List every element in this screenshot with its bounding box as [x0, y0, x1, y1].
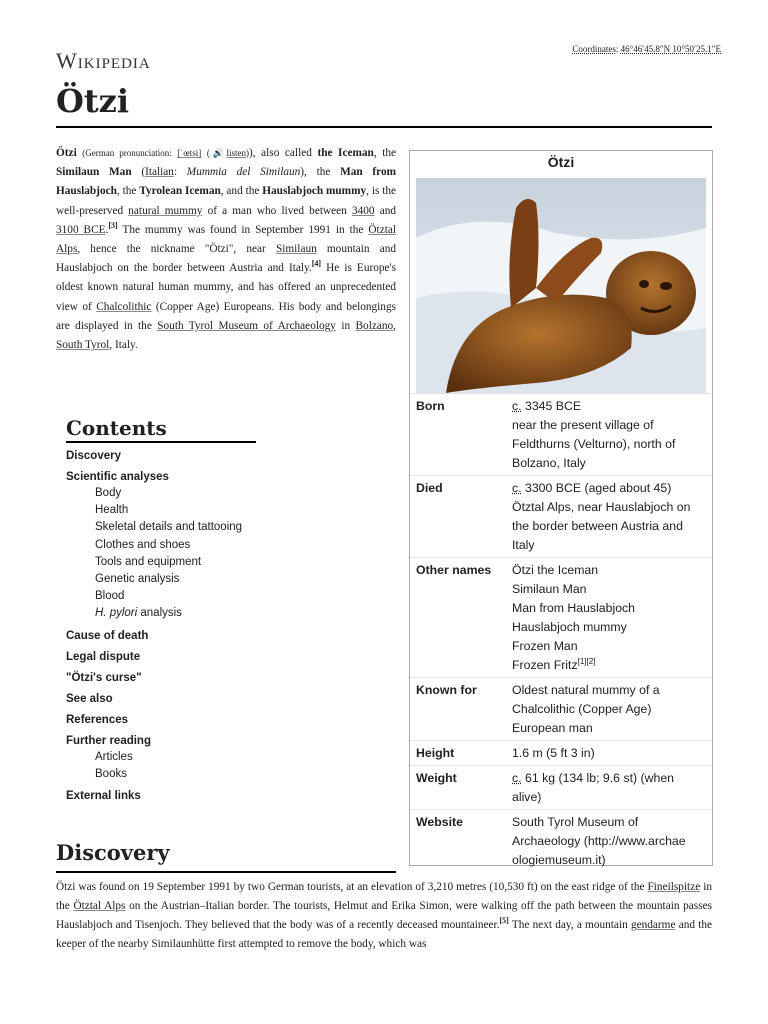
- toc-item[interactable]: Blood: [95, 590, 125, 603]
- toc-item[interactable]: External links: [66, 790, 141, 803]
- mummy-image: [416, 178, 706, 393]
- infobox-label: Known for: [416, 683, 477, 697]
- circa-abbr[interactable]: c.: [512, 481, 522, 495]
- infobox: [409, 150, 713, 866]
- infobox-value: [506, 741, 712, 766]
- chalcolithic-link[interactable]: Chalcolithic: [96, 300, 152, 313]
- toc-item[interactable]: Body: [95, 487, 122, 499]
- toc-list: [66, 448, 336, 804]
- toc-item[interactable]: Scientific analyses: [66, 471, 169, 483]
- infobox-label: Died: [416, 481, 443, 495]
- infobox-row: [410, 810, 712, 873]
- toc-title: Contents: [66, 416, 256, 443]
- infobox-value: [506, 766, 712, 810]
- value-line: Hauslabjoch mummy: [512, 620, 627, 634]
- section-divider: [56, 871, 396, 873]
- value-line: Chalcolithic (Copper Age): [512, 702, 652, 716]
- value-line: 1.6 m (5 ft 3 in): [512, 746, 595, 760]
- table-of-contents: [56, 406, 346, 814]
- circa-abbr[interactable]: c.: [512, 771, 522, 785]
- coordinates-label[interactable]: Coordinates: [572, 44, 616, 54]
- ref-4[interactable]: [4]: [311, 259, 322, 269]
- infobox-row: [410, 766, 712, 810]
- infobox-label: Born: [416, 399, 445, 413]
- section-heading-discovery: Discovery: [56, 840, 170, 865]
- value-line: European man: [512, 721, 593, 735]
- value-line: Frozen Fritz: [512, 658, 578, 672]
- italian-language-link[interactable]: Italian: [145, 166, 174, 179]
- infobox-title: Ötzi: [547, 154, 575, 170]
- value-line: the border between Austria and: [512, 519, 683, 533]
- infobox-row: [410, 741, 712, 766]
- infobox-row: [410, 394, 712, 476]
- speaker-icon[interactable]: 🔊: [209, 148, 227, 158]
- infobox-row: [410, 678, 712, 741]
- toc-item[interactable]: Further reading: [66, 734, 151, 747]
- toc-item[interactable]: "Ötzi's curse": [66, 671, 142, 684]
- value-line: Archaeology (http://www.archae: [512, 834, 686, 848]
- value-line: Bolzano, Italy: [512, 456, 586, 470]
- infobox-row: [410, 558, 712, 678]
- circa-abbr[interactable]: c.: [512, 399, 522, 413]
- value-line: alive): [512, 790, 542, 804]
- infobox-label: Weight: [416, 771, 457, 785]
- toc-item[interactable]: Cause of death: [66, 629, 149, 642]
- toc-item[interactable]: Genetic analysis: [95, 573, 180, 586]
- coordinates: Coordinates: 46°46′45.8″N 10°50′25.1″E: [572, 44, 721, 54]
- toc-item[interactable]: Discovery: [66, 450, 121, 462]
- infobox-label: Height: [416, 746, 455, 760]
- infobox-value: [506, 476, 712, 558]
- coordinates-value[interactable]: 46°46′45.8″N 10°50′25.1″E: [620, 44, 721, 54]
- intro-paragraph: Ötzi (German pronunciation: [ˈœtsi] (🔊listen)), also called the Iceman, the Similaun Man (Italian: Mummia del Similaun), the Man from Hauslabjoch, the Tyrolean Iceman, and the Hauslabjoch mummy, is the well-preserved natural mummy of a man who lived between 3400 and 3100 BCE.[3] The mummy was found in September 1991 in the Ötztal Alps, hence the nickname "Ötzi", near Similaun mountain and Hauslabjoch on the border between Austria and Italy.[4] He is Europe's oldest known natural human mummy, and has offered an unprecedented view of Chalcolithic (Copper Age) Europeans. His body and belongings are displayed in the South Tyrol Museum of Archaeology in Bolzano, South Tyrol, Italy.: [56, 147, 397, 352]
- toc-item[interactable]: References: [66, 713, 129, 726]
- toc-item-italic: H. pylori: [95, 607, 138, 620]
- value-line: Man from Hauslabjoch: [512, 601, 636, 615]
- infobox-label: Website: [416, 815, 463, 829]
- discovery-paragraph: Ötzi was found on 19 September 1991 by two German tourists, at an elevation of 3,210 metres (10,530 ft) on the east ridge of the Fineilspitze in the Ötztal Alps on the Austrian–Italian border. The tourists, Helmut and Erika Simon, were walking off the path between the mountain passes Hauslabjoch and Tisenjoch. They believed that the body was of a recently deceased mountaineer.[5] The next day, a mountain gendarme and the keeper of the nearby Similaunhütte first attempted to remove the body, which was: [56, 881, 713, 950]
- value-line: Oldest natural mummy of a: [512, 683, 660, 697]
- infobox-table: [410, 393, 712, 872]
- listen-link[interactable]: listen: [226, 148, 247, 158]
- infobox-value: [506, 678, 712, 741]
- toc-item[interactable]: Tools and equipment: [95, 555, 202, 568]
- value-line: South Tyrol Museum of: [512, 815, 639, 829]
- gendarme-link[interactable]: gendarme: [630, 919, 676, 931]
- toc-item[interactable]: Clothes and shoes: [95, 538, 191, 551]
- title-divider: [56, 126, 712, 128]
- infobox-label: Other names: [416, 563, 492, 577]
- ipa-link[interactable]: [ˈœtsi]: [177, 148, 202, 158]
- value-text: 3345 BCE: [525, 399, 582, 413]
- fineilspitze-link[interactable]: Fineilspitze: [647, 881, 701, 893]
- year-3400-link[interactable]: 3400: [351, 204, 375, 217]
- value-line: Ötzi the Iceman: [512, 563, 599, 577]
- value-text: 61 kg (134 lb; 9.6 st) (when: [525, 771, 675, 785]
- value-line: Feldthurns (Velturno), north of: [512, 437, 676, 451]
- ref-3[interactable]: [3]: [108, 221, 118, 231]
- toc-item[interactable]: Skeletal details and tattooing: [95, 521, 243, 534]
- toc-item[interactable]: Health: [95, 504, 129, 517]
- infobox-value: [506, 558, 712, 678]
- infobox-value: [506, 810, 712, 873]
- wikipedia-logo[interactable]: Wikipedia: [56, 48, 151, 73]
- toc-item[interactable]: See also: [66, 692, 113, 705]
- ref-5[interactable]: [5]: [499, 916, 509, 926]
- infobox-value: [506, 394, 712, 476]
- south-tyrol-link[interactable]: South Tyrol: [56, 339, 110, 352]
- museum-link[interactable]: South Tyrol Museum of Archaeology: [157, 319, 336, 332]
- toc-item[interactable]: Legal dispute: [66, 650, 141, 663]
- value-line: Ötztal Alps, near Hauslabjoch on: [512, 500, 691, 514]
- toc-item[interactable]: [66, 605, 336, 622]
- infobox-row: [410, 476, 712, 558]
- subject-name: Ötzi: [56, 147, 77, 159]
- value-line: Frozen Man: [512, 639, 578, 653]
- toc-item[interactable]: Articles: [95, 750, 133, 763]
- toc-item[interactable]: Books: [95, 767, 127, 780]
- otztal-alps-link-2[interactable]: Ötztal Alps: [73, 900, 126, 912]
- bolzano-link[interactable]: Bolzano: [355, 319, 394, 332]
- similaun-link[interactable]: Similaun: [275, 243, 317, 256]
- otztal-alps-link[interactable]: Ötztal Alps: [56, 223, 396, 256]
- year-3100bce-link[interactable]: 3100 BCE: [56, 223, 106, 236]
- toc-item-rest: analysis: [137, 607, 182, 620]
- natural-mummy-link[interactable]: natural mummy: [128, 204, 203, 217]
- reference-marks[interactable]: [1][2]: [577, 656, 596, 666]
- value-line: ologiemuseum.it): [512, 853, 606, 867]
- value-line: near the present village of: [512, 418, 654, 432]
- otzi-photo[interactable]: [416, 178, 706, 393]
- value-text: 3300 BCE (aged about 45): [525, 481, 672, 495]
- value-line: Similaun Man: [512, 582, 587, 596]
- value-line: Italy: [512, 538, 535, 552]
- page-title: Ötzi: [56, 82, 129, 120]
